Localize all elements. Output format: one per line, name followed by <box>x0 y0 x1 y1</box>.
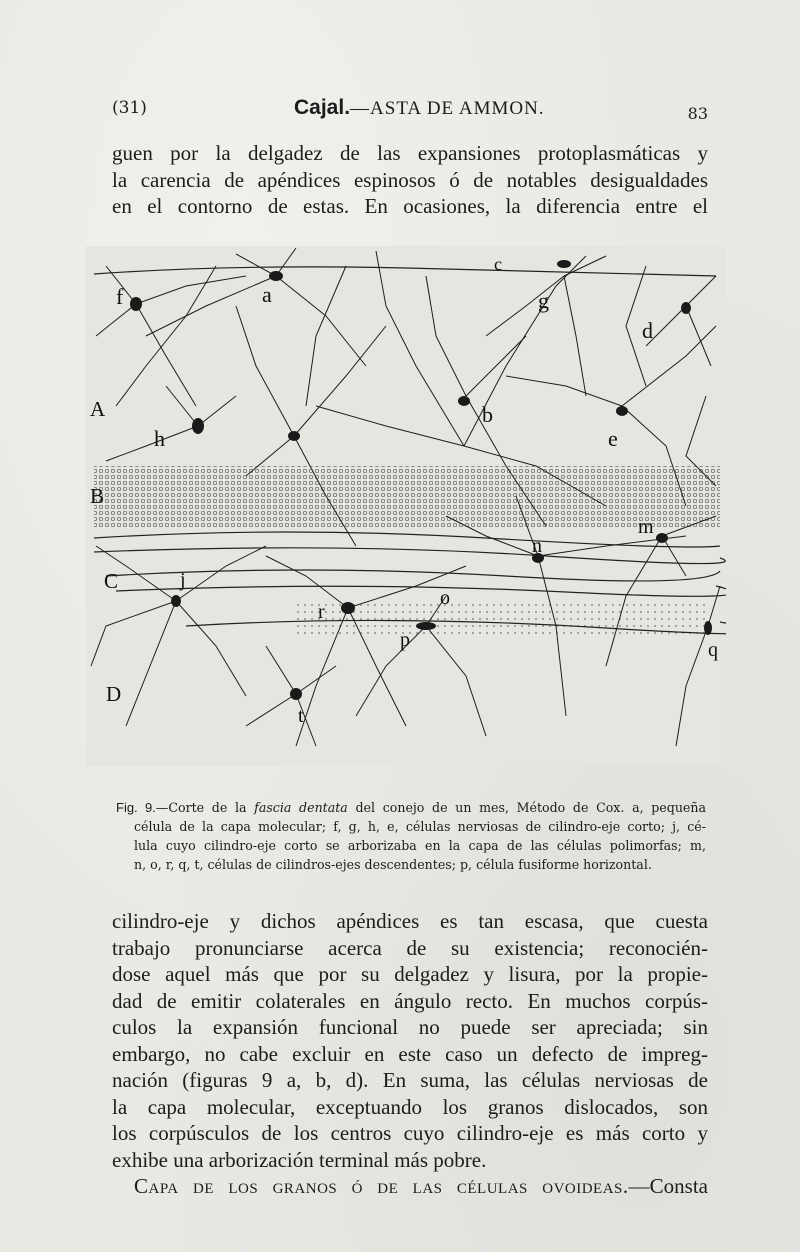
text-line: la carencia de apéndices espinosos ó de notables desigualdades <box>112 167 708 192</box>
author-name: Cajal. <box>294 96 351 119</box>
label-A: A <box>90 397 106 421</box>
text-line: culos la expansión funcional no puede ser apreciada; sin <box>112 1015 708 1039</box>
label-g: g <box>538 288 549 313</box>
running-title-rest: —ASTA DE AMMON. <box>350 98 545 119</box>
text-line: la capa molecular, exceptuando los granos dislocados, son <box>112 1094 708 1119</box>
section-continuation: —Consta <box>628 1174 708 1198</box>
text-line: dose aquel más que por su delgadez y lisura, por la propie- <box>112 962 708 986</box>
running-header <box>112 96 708 126</box>
section-heading-line <box>112 1173 708 1200</box>
figure-caption <box>116 798 706 874</box>
label-b: b <box>482 402 493 427</box>
label-B: B <box>90 484 105 508</box>
label-q: q <box>708 639 718 661</box>
figure-number: Fig. 9. <box>116 800 156 815</box>
label-j: j <box>180 569 186 591</box>
label-e: e <box>608 426 618 451</box>
label-a: a <box>262 282 272 307</box>
page-number: 83 <box>687 104 708 123</box>
label-p: p <box>400 629 410 651</box>
text-line: nación (figuras 9 a, b, d). En suma, las células nerviosas de <box>112 1068 708 1092</box>
figure-9-drawing <box>86 246 726 766</box>
text-line: los corpúsculos de los centros cuyo cilindro-eje es más corto y <box>112 1121 708 1145</box>
page-tag: (31) <box>112 98 147 118</box>
bottom-paragraph <box>112 908 708 1200</box>
label-f: f <box>116 284 124 309</box>
label-c: c <box>494 254 502 274</box>
text-line: cilindro-eje y dichos apéndices es tan escasa, que cuesta <box>112 909 708 933</box>
label-D: D <box>106 682 122 706</box>
text-line: guen por la delgadez de las expansiones protoplasmáticas y <box>112 141 708 165</box>
label-t: t <box>298 705 304 727</box>
top-paragraph <box>112 140 708 220</box>
running-title <box>294 96 545 120</box>
caption-line: célula de la capa molecular; f, g, h, e, células nerviosas de cilindro-eje corto; j, cé- <box>134 819 706 834</box>
section-heading: Capa de los granos ó de las células ovoideas. <box>134 1174 629 1198</box>
neuron-drawing <box>86 246 726 766</box>
granule-layer-band <box>94 466 720 528</box>
text-line: trabajo pronunciarse acerca de su existencia; reconocién- <box>112 935 708 960</box>
text-line: embargo, no cabe excluir en este caso un defecto de impreg- <box>112 1041 708 1066</box>
text-line: dad de emitir colaterales en ángulo recto. En muchos corpús- <box>112 988 708 1013</box>
label-r: r <box>318 601 325 623</box>
label-C: C <box>104 569 119 593</box>
caption-italic: fascia dentata <box>254 800 348 815</box>
label-d: d <box>642 318 653 343</box>
label-h: h <box>154 426 165 451</box>
caption-line: n, o, r, q, t, células de cilindros-ejes descendentes; p, célula fusiforme horizontal. <box>134 857 652 872</box>
text-line: en el contorno de estas. En ocasiones, la diferencia entre el <box>112 194 708 218</box>
caption-line: lula cuyo cilindro-eje corto se arborizaba en la capa de las células polimorfas; m, <box>134 838 706 853</box>
caption-line: Fig. 9.—Corte de la fascia dentata del conejo de un mes, Método de Cox. a, pequeña <box>116 800 706 815</box>
text-line: exhibe una arborización terminal más pobre. <box>112 1147 487 1172</box>
label-n: n <box>532 535 542 557</box>
label-m: m <box>638 516 654 538</box>
label-o: o <box>440 587 450 609</box>
